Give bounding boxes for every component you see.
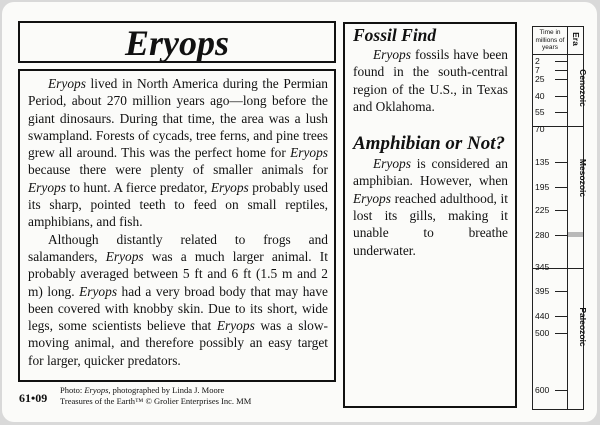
- tick-label: 500: [535, 328, 550, 338]
- tick-mark: [555, 70, 567, 71]
- timeline-highlight: [568, 232, 583, 237]
- tick-label: 135: [535, 157, 550, 167]
- sidebar-box: [343, 22, 517, 408]
- tick-label: 70: [535, 124, 545, 134]
- tick-mark: [555, 210, 567, 211]
- fossil-text: Eryops fossils have been found in the south-central region of the U.S., in Texas and Oklahoma.: [353, 47, 508, 114]
- tick-label: 395: [535, 286, 550, 296]
- tick-mark: [555, 390, 567, 391]
- tick-label: 345: [535, 262, 550, 272]
- title-box: [18, 21, 336, 63]
- tick-label: 40: [535, 91, 545, 101]
- era-label-cenozoic: Cenozoic: [578, 69, 588, 107]
- tick-label: 225: [535, 205, 550, 215]
- fossil-heading: Fossil Find: [353, 25, 437, 45]
- timeline-divider: [567, 27, 568, 409]
- page-title: Eryops: [124, 23, 229, 63]
- main-paragraph-1: Eryops lived in North America during the Permian Period, about 270 million years ago—long before the giant dinosaurs. During that time, the area was a lush swampland. Forests of cycads, tree ferns, and pine trees grew all around. This was the perfect home for Eryops because there were plenty of smaller animals for Eryops to hunt. A fierce predator, Eryops probably used its sharp, pointed teeth to feed on small reptiles, amphibians, and fish.: [28, 76, 328, 230]
- credit-line-2: Treasures of the Earth™ © Grolier Enterprises Inc. MM: [60, 396, 252, 406]
- era-header: Era: [571, 32, 581, 46]
- amphibian-heading: Amphibian or Not?: [353, 133, 506, 155]
- amphibian-text: Eryops is considered an amphibian. However, when Eryops reached adulthood, it lost its gills, making it unable to breathe underwater.: [353, 156, 508, 258]
- tick-label: 2: [535, 56, 540, 66]
- tick-mark: [555, 291, 567, 292]
- fact-card: [2, 2, 597, 422]
- tick-mark: [555, 61, 567, 62]
- tick-label: 25: [535, 74, 545, 84]
- era-label-paleozoic: Paleozoic: [578, 307, 588, 347]
- photo-credit: [60, 385, 251, 407]
- tick-mark: [555, 235, 567, 236]
- tick-label: 600: [535, 385, 550, 395]
- tick-mark: [555, 162, 567, 163]
- tick-label: 280: [535, 230, 550, 240]
- tick-mark: [555, 112, 567, 113]
- tick-mark: [555, 333, 567, 334]
- card-code: 61•09: [19, 391, 48, 405]
- time-header: Time in millions of years: [535, 29, 565, 51]
- timeline-header: [533, 27, 583, 55]
- tick-mark: [555, 187, 567, 188]
- tick-mark: [555, 79, 567, 80]
- tick-label: 55: [535, 107, 545, 117]
- tick-label: 195: [535, 182, 550, 192]
- main-text-box: [18, 69, 336, 382]
- tick-mark: [555, 96, 567, 97]
- tick-label: 440: [535, 311, 550, 321]
- tick-mark: [555, 316, 567, 317]
- tick-label: 7: [535, 65, 540, 75]
- main-paragraph-2: Although distantly related to frogs and salamanders, Eryops was a much larger animal. It probably averaged between 5 ft and 6 ft (1.5 m and 2 m) long. Eryops had a very broad body that may have been covered with knobby skin. Due to its short, wide legs, some scientists believe that Eryops was a slow-moving animal, and therefore possibly an easy target for larger, quicker predators.: [28, 231, 328, 368]
- credit-line-1: Photo: Eryops, photographed by Linda J. Moore: [60, 385, 225, 395]
- era-label-mesozoic: Mesozoic: [578, 158, 588, 198]
- geologic-timeline: [532, 26, 588, 410]
